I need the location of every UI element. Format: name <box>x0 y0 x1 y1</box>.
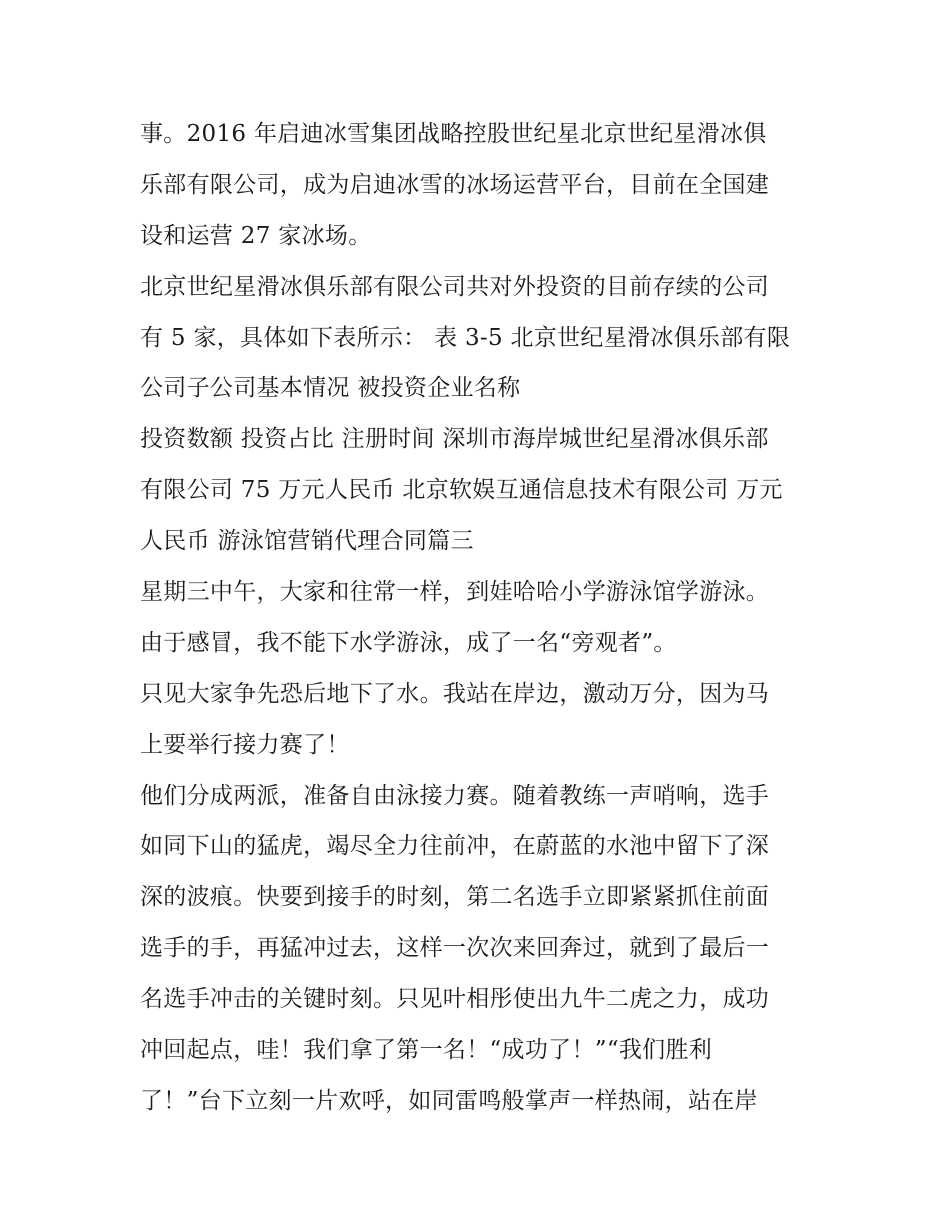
text-line: 只见大家争先恐后地下了水。我站在岸边，激动万分，因为马 <box>140 680 770 707</box>
text-line: 公司子公司基本情况 被投资企业名称 <box>140 375 521 402</box>
text-line: 他们分成两派，准备自由泳接力赛。随着教练一声哨响，选手 <box>140 782 770 809</box>
text-line: 乐部有限公司，成为启迪冰雪的冰场运营平台，目前在全国建 <box>140 171 770 198</box>
text-line: 事。2016 年启迪冰雪集团战略控股世纪星北京世纪星滑冰俱 <box>140 121 767 147</box>
document-body <box>140 109 820 1127</box>
text-line: 深的波痕。快要到接手的时刻，第二名选手立即紧紧抓住前面 <box>140 884 770 911</box>
text-line: 人民币 游泳馆营销代理合同篇三 <box>140 528 474 555</box>
text-line: 名选手冲击的关键时刻。只见叶相彤使出九牛二虎之力，成功 <box>140 986 770 1013</box>
text-line: 投资数额 投资占比 注册时间 深圳市海岸城世纪星滑冰俱乐部 <box>140 426 769 453</box>
text-line: 有限公司 75 万元人民币 北京软娱互通信息技术有限公司 万元 <box>140 477 783 504</box>
text-line: 星期三中午，大家和往常一样，到娃哈哈小学游泳馆学游泳。 <box>140 579 770 606</box>
text-line: 设和运营 27 家冰场。 <box>140 222 372 249</box>
text-line: 由于感冒，我不能下水学游泳，成了一名“旁观者”。 <box>140 629 677 656</box>
text-line: 选手的手，再猛冲过去，这样一次次来回奔过，就到了最后一 <box>140 935 770 962</box>
text-line: 如同下山的猛虎，竭尽全力往前冲，在蔚蓝的水池中留下了深 <box>140 833 770 860</box>
text-line: 北京世纪星滑冰俱乐部有限公司共对外投资的目前存续的公司 <box>140 273 770 300</box>
text-line: 上要举行接力赛了！ <box>140 731 350 758</box>
text-line: 了！”台下立刻一片欢呼，如同雷鸣般掌声一样热闹，站在岸 <box>140 1087 758 1114</box>
text-line: 有 5 家，具体如下表所示： 表 3-5 北京世纪星滑冰俱乐部有限 <box>140 324 791 351</box>
text-line: 冲回起点，哇！我们拿了第一名！“成功了！”“我们胜利 <box>140 1037 713 1064</box>
